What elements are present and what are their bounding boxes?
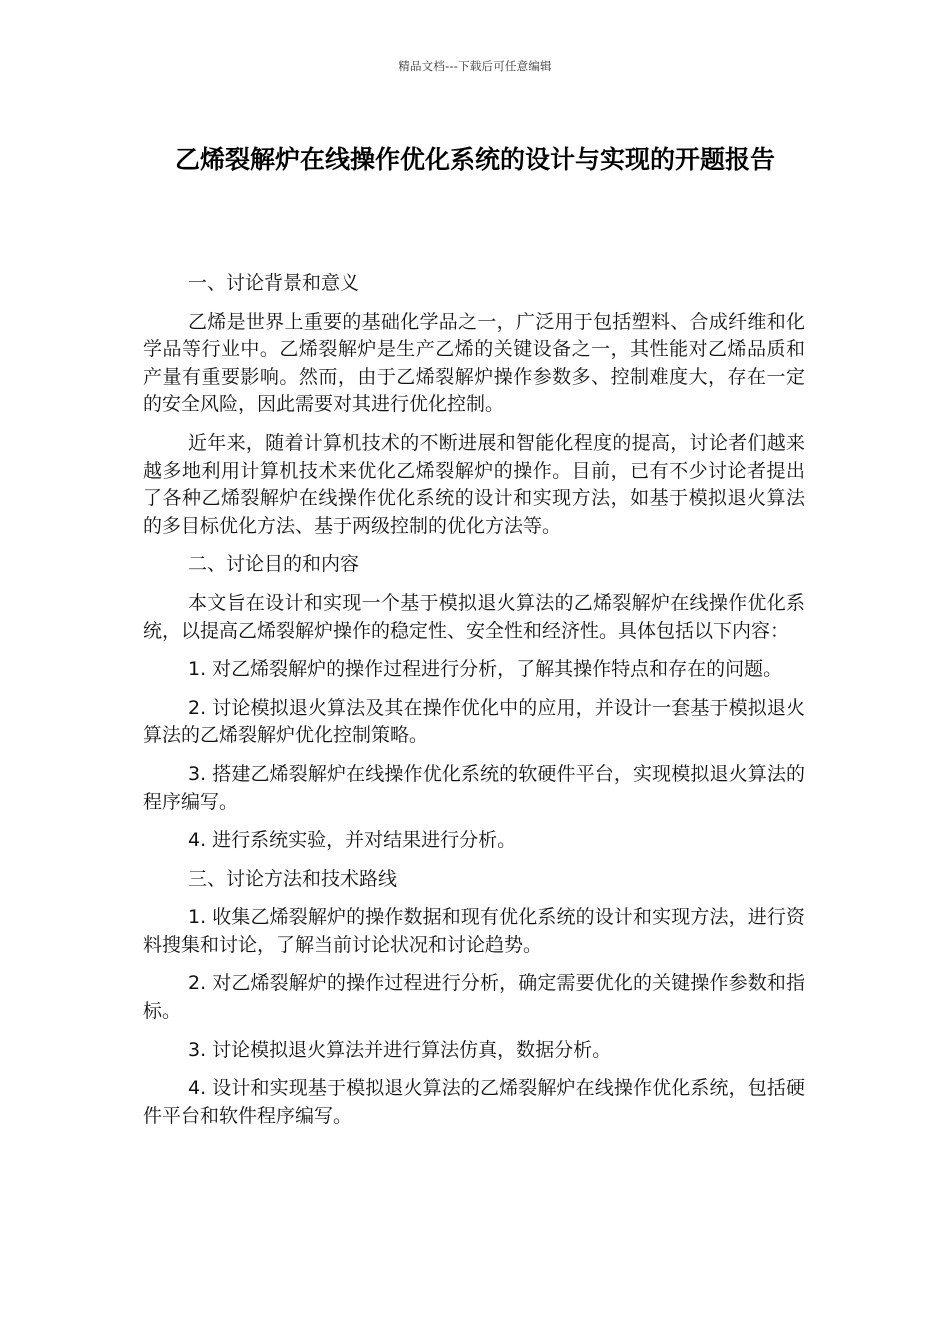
list-item: 1. 对乙烯裂解炉的操作过程进行分析，了解其操作特点和存在的问题。 [188, 658, 783, 681]
section-heading: 一、讨论背景和意义 [188, 272, 360, 294]
list-item: 4. 设计和实现基于模拟退火算法的乙烯裂解炉在线操作优化系统，包括硬件平台和软件程序编写。 [143, 1077, 805, 1127]
list-item: 3. 搭建乙烯裂解炉在线操作优化系统的软硬件平台，实现模拟退火算法的程序编写。 [143, 762, 805, 813]
list-item: 4. 进行系统实验，并对结果进行分析。 [188, 829, 517, 852]
paragraph: 本文旨在设计和实现一个基于模拟退火算法的乙烯裂解炉在线操作优化系统，以提高乙烯裂解炉操作的稳定性、安全性和经济性。具体包括以下内容： [143, 591, 805, 642]
list-item: 2. 对乙烯裂解炉的操作过程进行分析，确定需要优化的关键操作参数和指标。 [143, 972, 805, 1023]
section-heading: 三、讨论方法和技术路线 [188, 867, 398, 890]
section-heading: 二、讨论目的和内容 [188, 553, 360, 576]
paragraph: 乙烯是世界上重要的基础化学品之一，广泛用于包括塑料、合成纤维和化学品等行业中。乙烯裂解炉是生产乙烯的关键设备之一，其性能对乙烯品质和产量有重要影响。然而，由于乙烯裂解炉操作参数多、控制难度大，存在一定的安全风险，因此需要对其进行优化控制。 [143, 310, 805, 416]
header-note: 精品文档---下载后可任意编辑 [398, 59, 552, 73]
paragraph: 近年来，随着计算机技术的不断进展和智能化程度的提高，讨论者们越来越多地利用计算机技术来优化乙烯裂解炉的操作。目前，已有不少讨论者提出了各种乙烯裂解炉在线操作优化系统的设计和实现方法，如基于模拟退火算法的多目标优化方法、基于两级控制的优化方法等。 [143, 431, 805, 537]
list-item: 2. 讨论模拟退火算法及其在操作优化中的应用，并设计一套基于模拟退火算法的乙烯裂解炉优化控制策略。 [143, 696, 805, 747]
document-title: 乙烯裂解炉在线操作优化系统的设计与实现的开题报告 [174, 145, 775, 174]
document-body [143, 270, 805, 1141]
list-item: 1. 收集乙烯裂解炉的操作数据和现有优化系统的设计和实现方法，进行资料搜集和讨论，了解当前讨论状况和讨论趋势。 [143, 906, 805, 956]
list-item: 3. 讨论模拟退火算法并进行算法仿真，数据分析。 [188, 1038, 612, 1061]
